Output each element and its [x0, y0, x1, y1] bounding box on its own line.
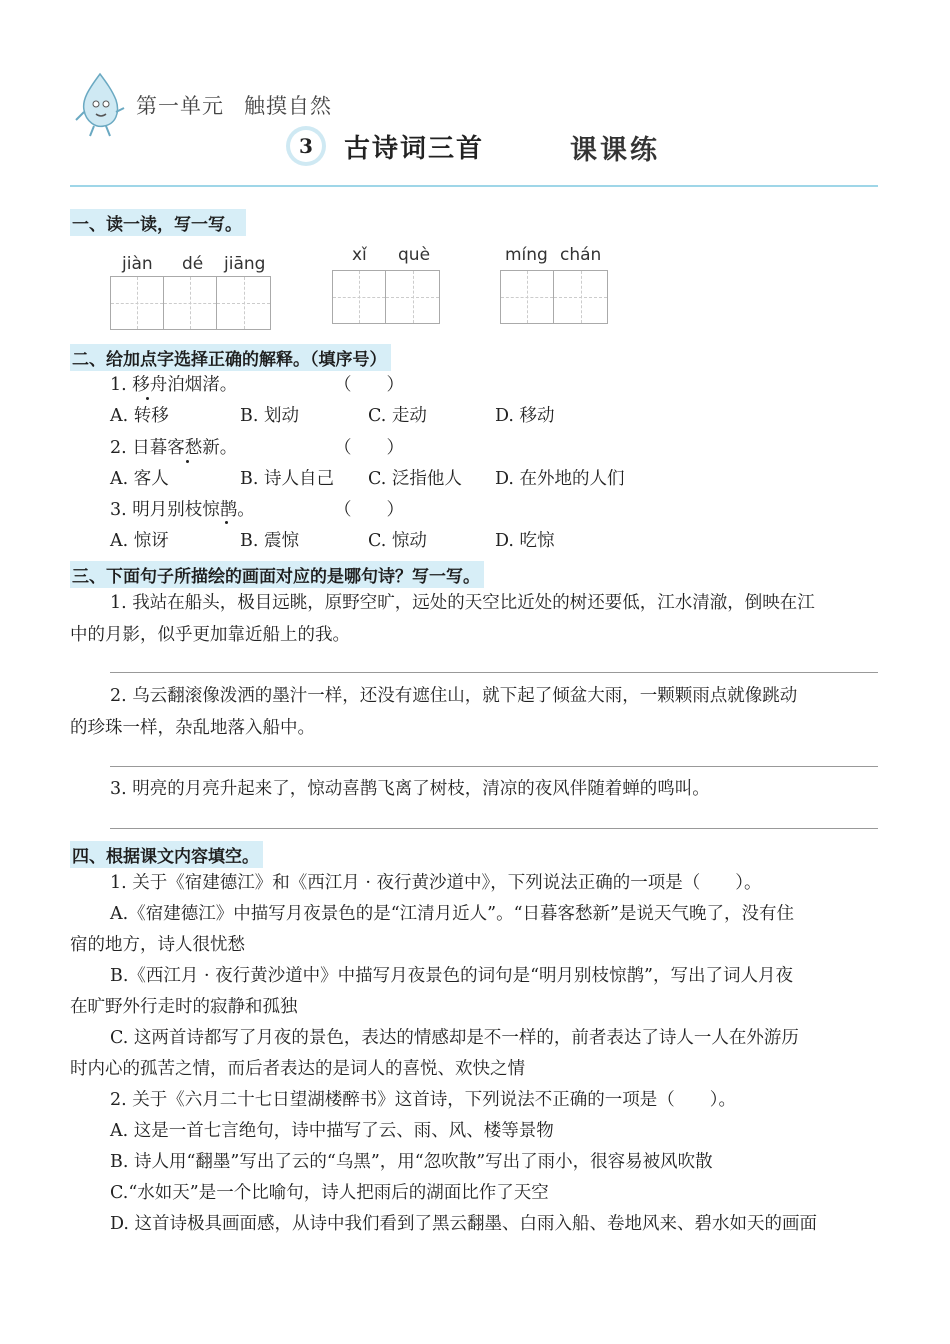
lesson-number: 3 [290, 130, 322, 162]
writing-cell[interactable] [386, 271, 439, 323]
emphasis-dot [186, 460, 189, 463]
option-line: D. 这首诗极具画面感，从诗中我们看到了黑云翻墨、白雨入船、卷地风来、碧水如天的画面 [110, 1214, 818, 1234]
pinyin: chán [560, 245, 602, 265]
writing-cell[interactable] [217, 277, 270, 329]
answer-line[interactable] [110, 828, 878, 829]
option: D. 在外地的人们 [495, 469, 625, 489]
option: B. 诗人自己 [240, 469, 334, 489]
writing-cell[interactable] [333, 271, 386, 323]
writing-grid[interactable] [110, 276, 271, 330]
option: D. 吃惊 [495, 531, 555, 551]
option: C. 泛指他人 [368, 469, 462, 489]
unit-label: 第一单元 [136, 94, 224, 118]
option-line: 在旷野外行走时的寂静和孤独 [70, 997, 298, 1017]
pinyin: jiàn [122, 254, 153, 274]
question-stem: 2. 日暮客愁新。 [110, 438, 238, 458]
sentence-line: 2. 乌云翻滚像泼洒的墨汁一样，还没有遮住山，就下起了倾盆大雨，一颗颗雨点就像跳动 [110, 686, 798, 706]
option-line: 宿的地方，诗人很忧愁 [70, 935, 245, 955]
writing-cell[interactable] [111, 277, 164, 329]
question-stem: 2. 关于《六月二十七日望湖楼醉书》这首诗，下列说法不正确的一项是（ ）。 [110, 1090, 737, 1110]
section3-title: 三、下面句子所描绘的画面对应的是哪句诗？写一写。 [70, 561, 484, 588]
sentence-line: 的珍珠一样，杂乱地落入船中。 [70, 718, 315, 738]
option: A. 转移 [110, 406, 169, 426]
writing-grid[interactable] [500, 270, 608, 324]
option-line: A.《宿建德江》中描写月夜景色的是“江清月近人”。“日暮客愁新”是说天气晚了，没有住 [110, 904, 794, 924]
sentence-line: 中的月影，似乎更加靠近船上的我。 [70, 625, 350, 645]
pinyin: jiāng [224, 254, 266, 274]
writing-cell[interactable] [164, 277, 217, 329]
option: C. 走动 [368, 406, 427, 426]
writing-cell[interactable] [501, 271, 554, 323]
pinyin: dé [182, 254, 204, 274]
answer-paren[interactable]: （ ） [334, 438, 404, 458]
option-line: B.《西江月 · 夜行黄沙道中》中描写月夜景色的词句是“明月别枝惊鹊”，写出了词人月夜 [110, 966, 794, 986]
option-line: C.“水如天”是一个比喻句，诗人把雨后的湖面比作了天空 [110, 1183, 549, 1203]
question-stem: 1. 移舟泊烟渚。 [110, 375, 238, 395]
header-divider [70, 185, 878, 187]
option-line: C. 这两首诗都写了月夜的景色，表达的情感却是不一样的，前者表达了诗人一人在外游历 [110, 1028, 799, 1048]
option: B. 震惊 [240, 531, 299, 551]
unit-name: 触摸自然 [244, 94, 332, 118]
answer-line[interactable] [110, 766, 878, 767]
answer-line[interactable] [110, 672, 878, 673]
option: A. 客人 [110, 469, 169, 489]
mascot-icon [70, 68, 130, 138]
sentence-line: 3. 明亮的月亮升起来了，惊动喜鹊飞离了树枝，清凉的夜风伴随着蝉的鸣叫。 [110, 779, 710, 799]
option-line: A. 这是一首七言绝句，诗中描写了云、雨、风、楼等景物 [110, 1121, 554, 1141]
option: A. 惊讶 [110, 531, 169, 551]
option: D. 移动 [495, 406, 555, 426]
option: C. 惊动 [368, 531, 427, 551]
answer-paren[interactable]: （ ） [334, 375, 404, 395]
answer-paren[interactable]: （ ） [334, 500, 404, 520]
question-stem: 1. 关于《宿建德江》和《西江月 · 夜行黄沙道中》，下列说法正确的一项是（ ）。 [110, 873, 762, 893]
emphasis-dot [146, 397, 149, 400]
section1-title: 一、读一读，写一写。 [70, 209, 246, 236]
writing-cell[interactable] [554, 271, 607, 323]
section2-title: 二、给加点字选择正确的解释。（填序号） [70, 344, 391, 371]
practice-label: 课课练 [570, 135, 660, 166]
option: B. 划动 [240, 406, 299, 426]
pinyin: xǐ [352, 245, 367, 265]
sentence-line: 1. 我站在船头，极目远眺，原野空旷，远处的天空比近处的树还要低，江水清澈，倒映在江 [110, 593, 815, 613]
section4-title: 四、根据课文内容填空。 [70, 841, 263, 868]
unit-heading [136, 90, 352, 120]
lesson-title: 古诗词三首 [344, 134, 485, 164]
pinyin: míng [505, 245, 548, 265]
option-line: 时内心的孤苦之情，而后者表达的是词人的喜悦、欢快之情 [70, 1059, 525, 1079]
pinyin: què [398, 245, 431, 265]
writing-grid[interactable] [332, 270, 440, 324]
question-stem: 3. 明月别枝惊鹊。 [110, 500, 255, 520]
emphasis-dot [225, 521, 228, 524]
option-line: B. 诗人用“翻墨”写出了云的“乌黑”，用“忽吹散”写出了雨小，很容易被风吹散 [110, 1152, 713, 1172]
